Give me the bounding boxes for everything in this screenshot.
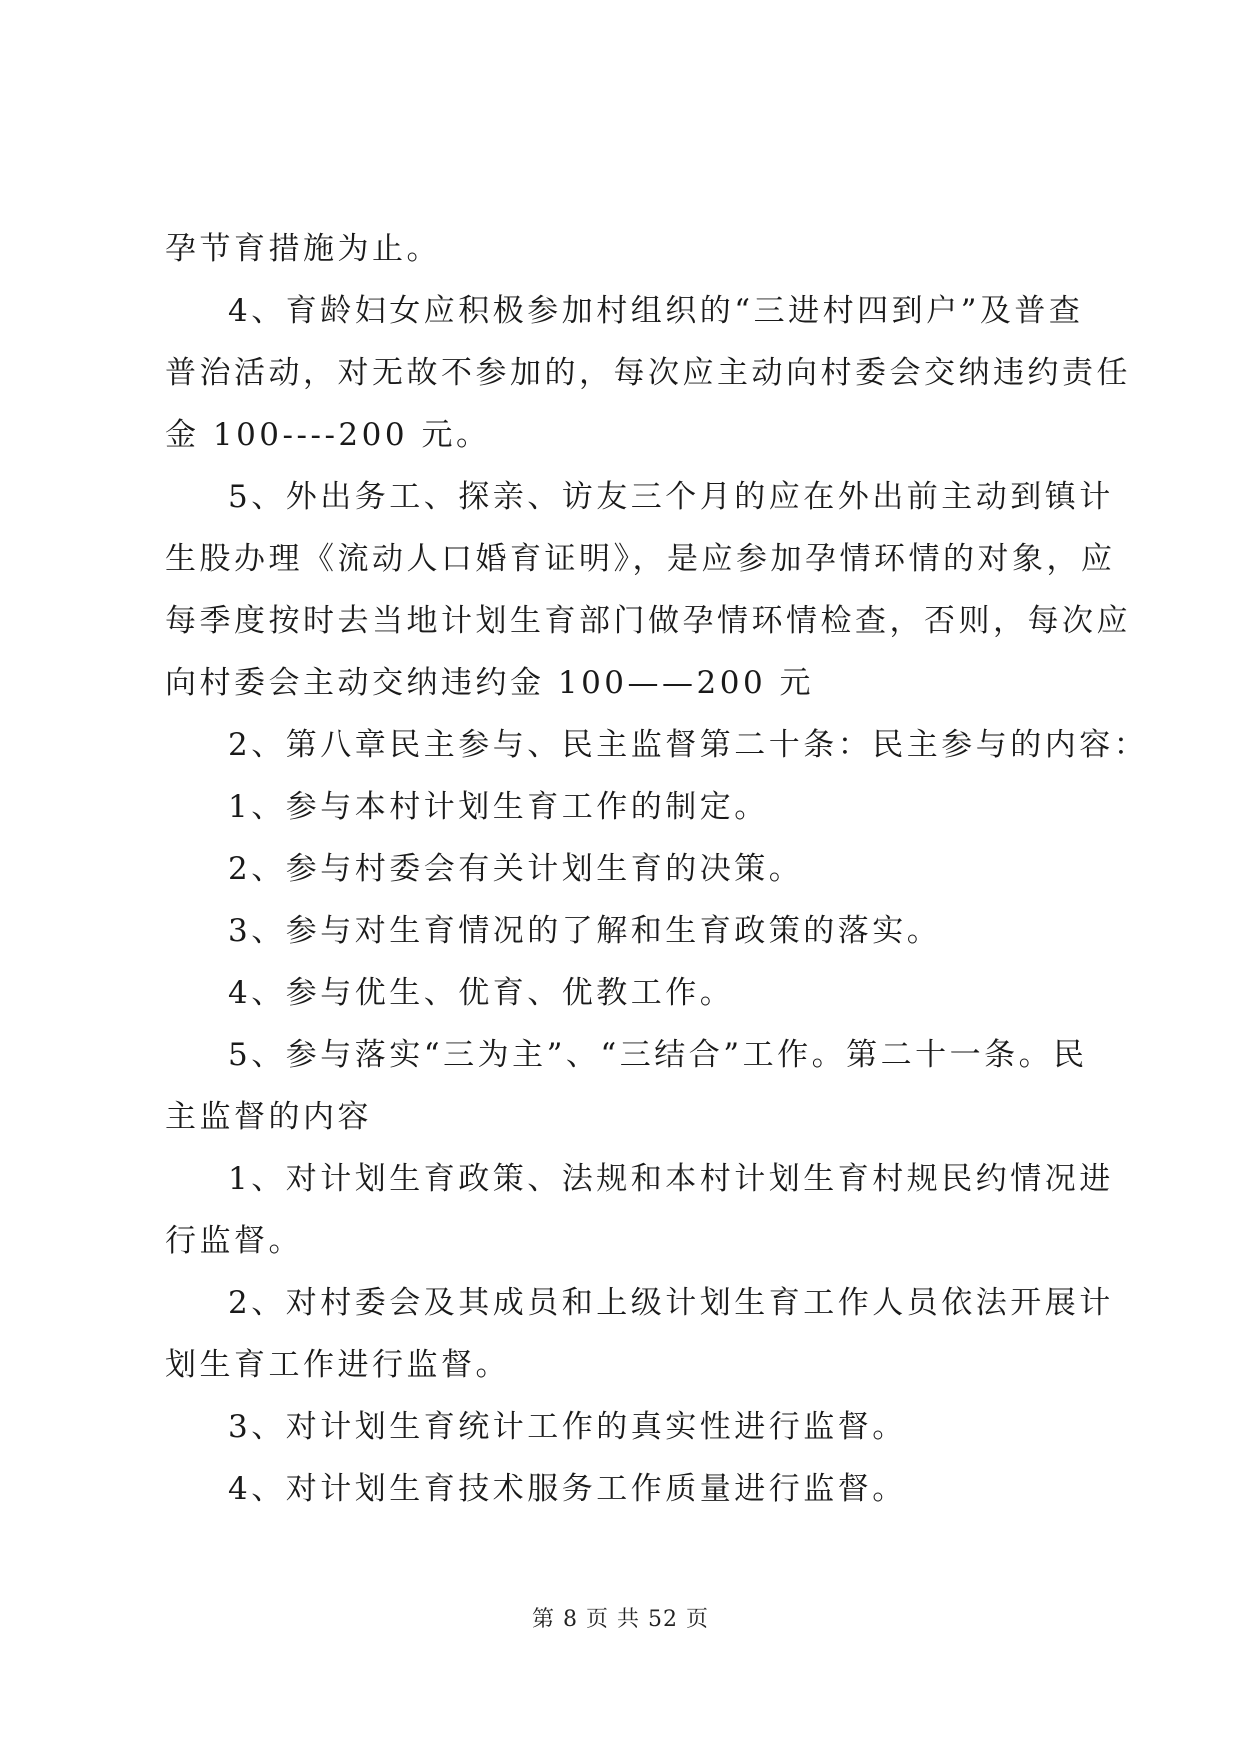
text-line: 生股办理《流动人口婚育证明》，是应参加孕情环情的对象，应 <box>165 541 1116 577</box>
text-line: 3、对计划生育统计工作的真实性进行监督。 <box>228 1409 907 1445</box>
text-line: 划生育工作进行监督。 <box>165 1347 510 1383</box>
text-line: 4、参与优生、优育、优教工作。 <box>228 975 735 1011</box>
text-line: 2、对村委会及其成员和上级计划生育工作人员依法开展计 <box>228 1285 1114 1321</box>
text-line: 行监督。 <box>165 1223 303 1259</box>
text-line: 向村委会主动交纳违约金 100——200 元 <box>165 665 815 701</box>
text-line: 5、参与落实“三为主”、“三结合”工作。第二十一条。民 <box>228 1037 1088 1073</box>
text-line: 4、育龄妇女应积极参加村组织的“三进村四到户”及普查 <box>228 293 1084 329</box>
text-line: 2、第八章民主参与、民主监督第二十条：民主参与的内容： <box>228 727 1149 763</box>
text-line: 主监督的内容 <box>165 1099 372 1135</box>
text-line: 孕节育措施为止。 <box>165 231 441 267</box>
text-line: 1、参与本村计划生育工作的制定。 <box>228 789 769 825</box>
text-line: 每季度按时去当地计划生育部门做孕情环情检查，否则，每次应 <box>165 603 1131 639</box>
text-line: 1、对计划生育政策、法规和本村计划生育村规民约情况进 <box>228 1161 1114 1197</box>
page-number-footer: 第 8 页 共 52 页 <box>532 1607 709 1632</box>
text-line: 5、外出务工、探亲、访友三个月的应在外出前主动到镇计 <box>228 479 1114 515</box>
text-line: 普治活动，对无故不参加的，每次应主动向村委会交纳违约责任 <box>165 355 1131 391</box>
text-line: 4、对计划生育技术服务工作质量进行监督。 <box>228 1471 907 1507</box>
text-line: 2、参与村委会有关计划生育的决策。 <box>228 851 804 887</box>
document-body <box>165 218 1149 1520</box>
text-line: 3、参与对生育情况的了解和生育政策的落实。 <box>228 913 942 949</box>
text-line: 金 100----200 元。 <box>165 417 491 453</box>
